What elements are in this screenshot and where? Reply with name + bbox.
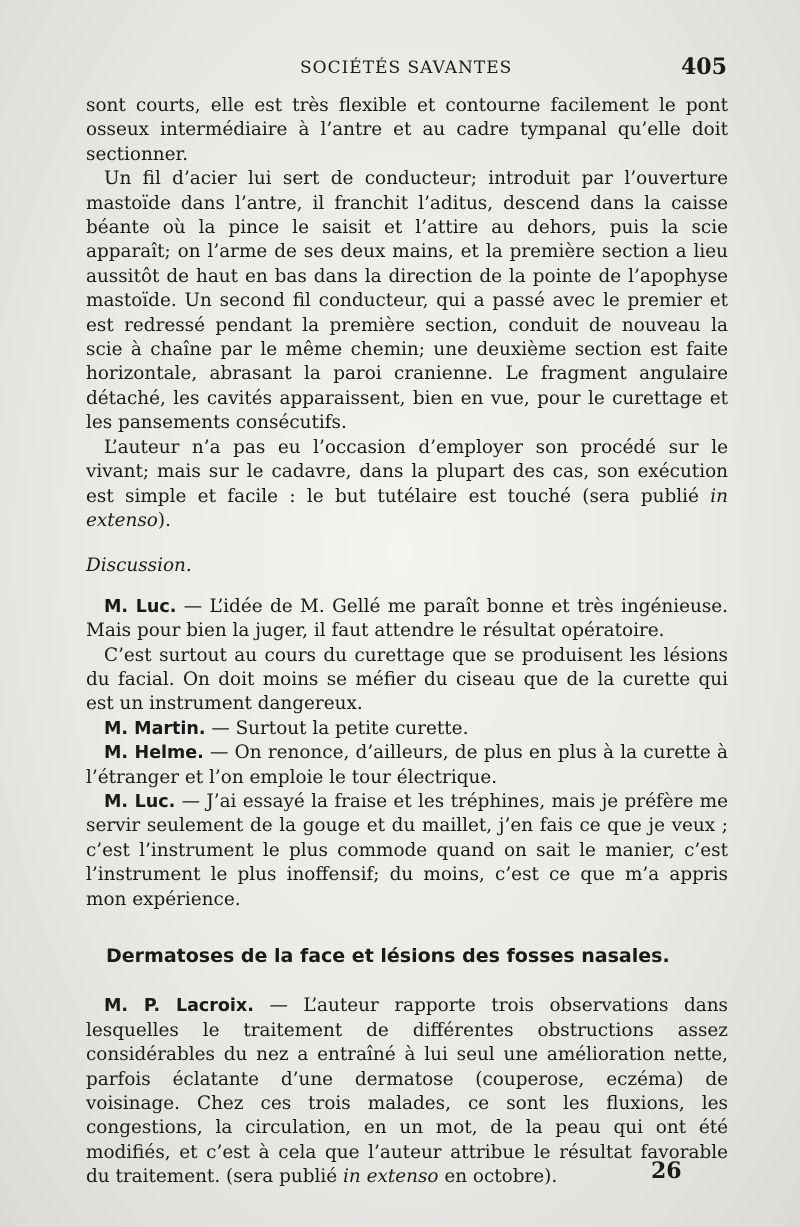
note-end: ). <box>157 509 171 531</box>
page-number: 405 <box>681 54 727 80</box>
speaker-lacroix: M. P. Lacroix. <box>104 996 254 1017</box>
running-title: SOCIÉTÉS SAVANTES <box>300 58 513 78</box>
note-italic: in extenso <box>86 485 728 531</box>
remark-luc-1 <box>86 595 728 644</box>
remark-text: — L’auteur rapporte trois observations dans lesquelles le traitement de différentes obstructions assez considérables du nez a entraîné à lui seul une amélioration nette, parfois éclatante d’une dermatose (couperose, eczéma) de voisinage. Chez ces trois malades, ce sont les fluxions, les congestions, la circulation, en un mot, de la peau qui ont été modifiés, et c’est à cela que l’auteur attribue le résultat favorable du traitement. (sera publié <box>86 995 728 1188</box>
speaker-luc: M. Luc. <box>104 791 176 812</box>
remark-lacroix <box>86 994 728 1189</box>
note-text: L’auteur n’a pas eu l’occasion d’employer son procédé sur le vivant; mais sur le cadavre, dans la plupart des cas, son exécution est simple et facile : le but tutélaire est touché (sera publié <box>86 436 728 507</box>
remark-luc-2 <box>86 790 728 912</box>
speaker-luc: M. Luc. <box>104 596 177 617</box>
remark-text: — J’ai essayé la fraise et les tréphines, mais je préfère me servir seulement de la gouge et du maillet, j’en fais ce que je veux ; c’est l’instrument le plus commode quand on sait le manier, c’est l’instrument le plus inoffensif; du moins, c’est ce que m’a appris mon expérience. <box>86 790 728 910</box>
paragraph-procedure: Un fil d’acier lui sert de conducteur; introduit par l’ouverture mastoïde dans l’antre, il franchit l’aditus, descend dans la caisse béante où la pince le saisit et l’attire au dehors, puis la scie apparaît; on l’arme de ses deux mains, et la première section a lieu aussitôt de haut en bas dans la direction de la pointe de l’apophyse mastoïde. Un second fil conducteur, qui a passé avec le premier et est redressé pendant la première section, conduit de nouveau la scie à chaîne par le même chemin; une deuxième section est faite horizontale, abrasant la paroi cranienne. Le fragment angulaire détaché, les cavités apparaissent, bien en vue, pour le curettage et les pansements consécutifs. <box>86 168 728 434</box>
section-title: Dermatoses de la face et lésions des fosses nasales. <box>106 945 670 967</box>
running-head <box>0 54 800 84</box>
remark-helme <box>86 741 728 790</box>
remark-text: — On renonce, d’ailleurs, de plus en plus à la curette à l’étranger et l’on emploie le tour électrique. <box>86 742 728 788</box>
paragraph-continuation: sont courts, elle est très flexible et contourne facilement le pont osseux intermédiaire à l’antre et au cadre tympanal qu’elle doit sectionner. <box>86 95 728 165</box>
body-text <box>86 94 728 1190</box>
remark-italic: in extenso <box>343 1166 439 1188</box>
paragraph-author-note <box>86 436 728 534</box>
signature-mark: 26 <box>651 1158 682 1184</box>
speaker-martin: M. Martin. <box>104 718 206 739</box>
discussion-heading: Discussion. <box>86 555 192 577</box>
remark-text: — Surtout la petite curette. <box>205 717 469 739</box>
remark-text: — L’idée de M. Gellé me paraît bonne et très ingénieuse. Mais pour bien la juger, il faut attendre le résultat opératoire. <box>86 595 728 642</box>
speaker-helme: M. Helme. <box>104 743 204 764</box>
remark-end: en octobre). <box>438 1166 558 1188</box>
remark-martin <box>86 717 728 741</box>
remark-luc-1-continued: C’est surtout au cours du curettage que se produisent les lésions du facial. On doit moins se méfier du ciseau que de la curette qui est un instrument dangereux. <box>86 644 728 715</box>
